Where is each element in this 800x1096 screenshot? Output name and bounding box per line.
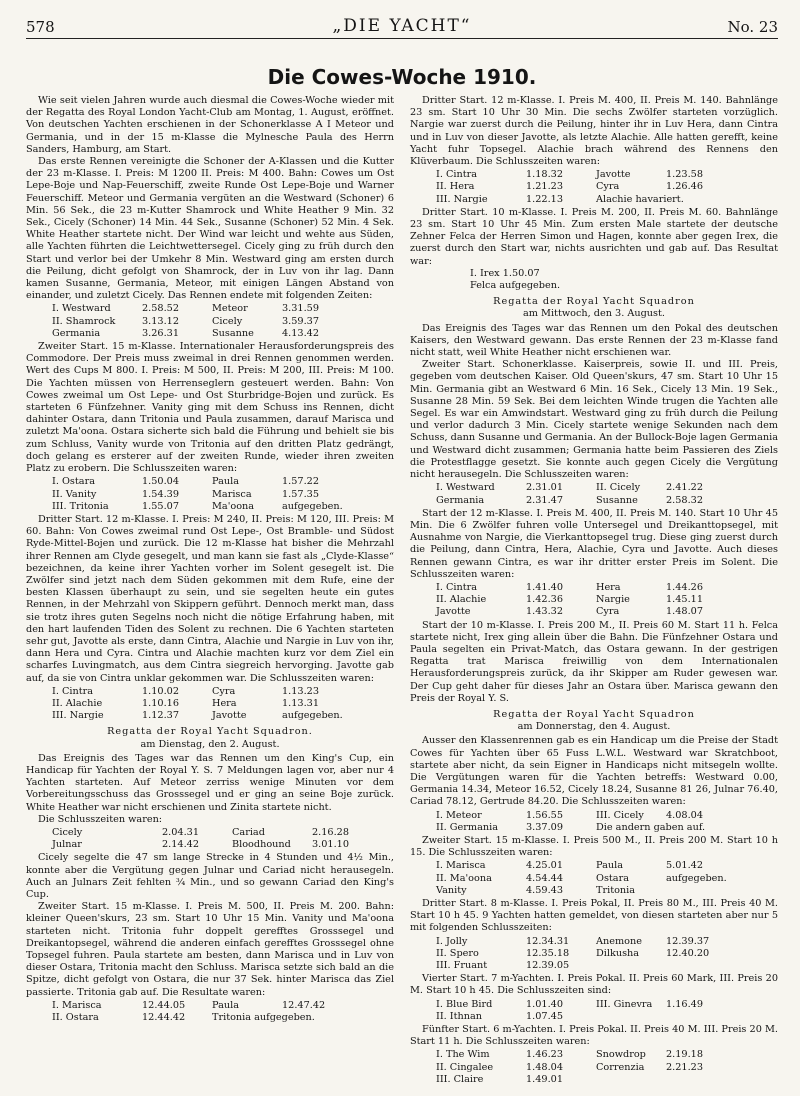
table-cell: Alachie havariert. xyxy=(596,193,684,205)
table-cell: III. Ginevra xyxy=(596,998,653,1010)
table-cell: II. Vanity xyxy=(52,488,97,500)
table-cell: III. Cicely xyxy=(596,809,644,821)
table-cell: Paula xyxy=(212,999,239,1011)
table-cell: I. Ostara xyxy=(52,476,95,488)
table-cell: 1.44.26 xyxy=(666,581,703,593)
table-cell: 3.01.10 xyxy=(312,839,349,851)
table-cell xyxy=(282,1012,342,1024)
table-cell: 1.55.07 xyxy=(142,500,179,512)
table-cell: Javotte xyxy=(596,169,631,181)
table-cell: 4.54.44 xyxy=(526,872,563,884)
paragraph: Vierter Start. 7 m-Yachten. I. Preis Pokal. II. Preis 60 Mark, III. Preis 20 M. Start 10 h 45. Die Schlusszeiten sind: xyxy=(410,973,778,997)
table-cell: III. Nargie xyxy=(52,710,104,722)
table-cell: Meteor xyxy=(212,303,248,315)
table-cell: Julnar xyxy=(52,839,82,851)
table-cell: II. Alachie xyxy=(52,697,103,709)
table-cell: 1.10.02 xyxy=(142,685,179,697)
table-cell: 3.13.12 xyxy=(142,315,179,327)
table-cell: Cicely xyxy=(52,826,83,838)
table-cell: 1.23.58 xyxy=(666,169,703,181)
table-cell: 1.13.23 xyxy=(282,685,319,697)
article-title: Die Cowes-Woche 1910. xyxy=(267,65,537,89)
left-column xyxy=(26,95,394,1087)
table-cell: 2.21.23 xyxy=(666,1061,703,1073)
table-cell: Nargie xyxy=(596,594,630,606)
result-line: Felca aufgegeben. xyxy=(470,280,561,292)
paragraph: Die Schlusszeiten waren: xyxy=(38,813,163,825)
paragraph: Dritter Start. 12 m-Klasse. I. Preis M. 400, II. Preis M. 140. Bahnlänge 23 sm. Start 10 Uhr 30 Min. Die sechs Zwölfer starteten vorzüglich. Nargie war zuerst durch die Peilung, hinter ihr in Luv Hera, dann Cintra und in Luv von dieser Javotte, als letzte Alachie. Alle hatten gerefft, keine Yacht fuhr Topsegel. Alachie brach während des Rennens den Klüverbaum. Die Schlusszeiten waren: xyxy=(410,95,778,168)
results-table xyxy=(52,1000,394,1024)
table-cell: 1.57.35 xyxy=(282,488,319,500)
section-heading: Regatta der Royal Yacht Squadron. xyxy=(107,726,313,738)
results-table xyxy=(436,999,778,1023)
section-date: am Mittwoch, den 3. August. xyxy=(523,308,665,320)
table-cell: Dilkusha xyxy=(596,947,640,959)
table-cell: I. Marisca xyxy=(52,999,102,1011)
table-cell: II. Cingalee xyxy=(436,1061,494,1073)
paragraph: Das Ereignis des Tages war das Rennen um den King's Cup, ein Handicap für Yachten der Royal Y. S. 7 Meldungen lagen vor, aber nur 4 Yachten starteten. Auf Meteor zerriss wenige Minuten vor dem Vorbereitungsschuss das Grosssegel und er ging an seine Boje zurück. White Heather war nicht erschienen und Zinita startete nicht. xyxy=(26,752,394,813)
table-cell: Susanne xyxy=(212,327,254,339)
table-cell: Germania xyxy=(436,494,485,506)
table-cell: II. Ostara xyxy=(52,1012,99,1024)
table-cell: II. Cicely xyxy=(596,482,641,494)
table-cell: Vanity xyxy=(436,884,467,896)
section-heading: Regatta der Royal Yacht Squadron xyxy=(493,708,695,720)
results-table xyxy=(436,482,778,506)
page-header xyxy=(26,12,778,39)
table-cell: 1.16.49 xyxy=(666,998,703,1010)
table-cell: 2.19.18 xyxy=(666,1049,703,1061)
table-cell: aufgegeben. xyxy=(282,500,343,512)
table-cell: III. Claire xyxy=(436,1073,484,1085)
table-cell: 12.44.05 xyxy=(142,999,186,1011)
table-cell: 3.31.59 xyxy=(282,303,319,315)
table-cell: Cyra xyxy=(212,685,236,697)
table-cell: 1.42.36 xyxy=(526,594,563,606)
results-table xyxy=(436,169,778,206)
table-cell: aufgegeben. xyxy=(282,710,343,722)
table-cell: I. Blue Bird xyxy=(436,998,493,1010)
paragraph: Cicely segelte die 47 sm lange Strecke in 4 Stunden und 4½ Min., konnte aber die Vergütung gegen Julnar und Cariad nicht herausegeln. Auch an Julnars Zeit fehlten ¾ Min., und so gewann Cariad den King's Cup. xyxy=(26,852,394,900)
table-cell: I. Meteor xyxy=(436,809,482,821)
table-cell: II. Hera xyxy=(436,181,475,193)
table-cell: 1.48.04 xyxy=(526,1061,563,1073)
table-cell: Anemone xyxy=(596,935,642,947)
table-cell: 4.13.42 xyxy=(282,327,319,339)
table-cell: I. The Wim xyxy=(436,1049,490,1061)
table-cell: Tritonia aufgegeben. xyxy=(212,1012,315,1024)
table-cell: 3.59.37 xyxy=(282,315,319,327)
page-number: 578 xyxy=(26,18,55,36)
table-cell xyxy=(666,194,726,206)
table-cell: II. Ithnan xyxy=(436,1010,483,1022)
paragraph: Ausser den Klassenrennen gab es ein Handicap um die Preise der Stadt Cowes für Yachten über 65 Fuss L.W.L. Westward war Skratchboot, startete aber nicht, da sein Eigner in Handicaps nicht mitsegeln wollte. Die Vergütungen waren für die Yachten betreffs: Westward 0.00, Germania 14.34, Meteor 16.52, Cicely 18.24, Susanne 81 26, Julnar 76.40, Cariad 78.12, Gertrude 84.20. Die Schlusszeiten waren: xyxy=(410,735,778,808)
table-cell: 1.56.55 xyxy=(526,809,563,821)
table-cell: III. Tritonia xyxy=(52,500,109,512)
table-cell xyxy=(666,960,726,972)
table-cell: Die andern gaben auf. xyxy=(596,821,706,833)
table-cell: 2.04.31 xyxy=(162,826,199,838)
table-cell: Tritonia xyxy=(596,884,636,896)
table-cell: 1.13.31 xyxy=(282,697,319,709)
table-cell: Marisca xyxy=(212,488,252,500)
table-cell: Cyra xyxy=(596,606,620,618)
results-table xyxy=(436,1049,778,1086)
table-cell: 1.18.32 xyxy=(526,169,563,181)
table-cell: 12.35.18 xyxy=(526,947,570,959)
table-cell: 1.57.22 xyxy=(282,476,319,488)
right-column xyxy=(410,95,778,1087)
table-cell: 12.39.05 xyxy=(526,960,570,972)
table-cell: 1.26.46 xyxy=(666,181,703,193)
table-cell: III. Nargie xyxy=(436,193,488,205)
table-cell: 1.12.37 xyxy=(142,710,179,722)
table-cell: 1.49.01 xyxy=(526,1073,563,1085)
paragraph: Wie seit vielen Jahren wurde auch diesmal die Cowes-Woche wieder mit der Regatta des Royal London Yacht-Club am Montag, 1. August, eröffnet. Von deutschen Yachten erschienen in der Schonerklasse A I Meteor und Germania, und in der 15 m-Klasse die Mylnesche Paula des Herrn Sanders, Hamburg, am Start. xyxy=(26,95,394,155)
table-cell: 12.44.42 xyxy=(142,1012,186,1024)
table-cell: I. Cintra xyxy=(436,169,478,181)
table-cell: 1.10.16 xyxy=(142,697,179,709)
table-cell: 1.50.04 xyxy=(142,476,179,488)
table-cell: Correnzia xyxy=(596,1061,645,1073)
table-cell: 2.31.47 xyxy=(526,494,563,506)
table-cell: Bloodhound xyxy=(232,839,291,851)
table-cell: 4.25.01 xyxy=(526,860,563,872)
results-table xyxy=(52,686,394,723)
table-cell: Germania xyxy=(52,327,101,339)
table-cell: 12.40.20 xyxy=(666,947,710,959)
table-cell: 1.01.40 xyxy=(526,998,563,1010)
results-table xyxy=(52,827,394,851)
table-cell: II. Shamrock xyxy=(52,315,116,327)
table-cell: I. Westward xyxy=(436,482,495,494)
table-cell: Javotte xyxy=(436,606,471,618)
table-cell: 12.47.42 xyxy=(282,999,326,1011)
table-cell: 2.16.28 xyxy=(312,826,349,838)
table-cell: Paula xyxy=(596,860,623,872)
table-cell: II. Alachie xyxy=(436,594,487,606)
results-table xyxy=(436,936,778,973)
paragraph: Start der 10 m-Klasse. I. Preis 200 M., II. Preis 60 M. Start 11 h. Felca startete nicht, Irex ging allein über die Bahn. Die Fünfzehner Ostara und Paula segelten ein Privat-Match, das Ostara gewann. In der gestrigen Regatta trat Marisca freiwillig von dem Internationalen Herausforderungspreis zurück, da ihr Skipper am Ruder gewesen war. Der Cup geht daher für dieses Jahr an Ostara über. Marisca gewann den Preis der Royal Y. S. xyxy=(410,619,778,704)
table-cell: II. Germania xyxy=(436,821,498,833)
table-cell xyxy=(596,1011,666,1023)
section-date: am Dienstag, den 2. August. xyxy=(140,738,280,750)
result-line: I. Irex 1.50.07 xyxy=(470,267,540,279)
table-cell: 5.01.42 xyxy=(666,860,703,872)
paragraph: Start der 12 m-Klasse. I. Preis M. 400, II. Preis M. 140. Start 10 Uhr 45 Min. Die 6 Zwölfer fuhren volle Untersegel und Dreikanttopsegel, mit Ausnahme von Nargie, die Vierkanttopsegel trug. Diese ging zuerst durch die Peilung, dann Cintra, Hera, Alachie, Cyra und Javotte. Auch dieses Rennen gewann Cintra, es war ihr dritter erster Preis im Solent. Die Schlusszeiten waren: xyxy=(410,507,778,580)
table-cell: Javotte xyxy=(212,710,247,722)
table-cell: 1.21.23 xyxy=(526,181,563,193)
issue-number: No. 23 xyxy=(727,18,778,36)
paragraph: Fünfter Start. 6 m-Yachten. I. Preis Pokal. II. Preis 40 M. III. Preis 20 M. Start 11 h. Die Schlusszeiten waren: xyxy=(410,1024,778,1048)
paragraph: Dritter Start. 12 m-Klasse. I. Preis: M 240, II. Preis: M 120, III. Preis: M 60. Bahn: Von Cowes zweimal rund Ost Lepe-, Ost Bramble- und Südost Ryde-Mittel-Bojen und zurück. Die 12 m-Klasse hat bisher die Mehrzahl ihrer Rennen am Clyde gesegelt, und man kann sie fast als „Clyde-Klasse“ bezeichnen, da keine ihrer Yachten vorher im Solent gesegelt ist. Die Zwölfer sind jetzt nach dem Süden gekommen mit dem Rufe, eine der besten Klassen überhaupt zu sein, und sie segelten heute ein gutes Rennen, in der Mehrzahl von Skippern geführt. Dennoch merkt man, dass sie trotz ihres guten Segelns noch nicht die nötige Erfahrung haben, mit den hart laufenden Tiden des Solent zu rechnen. Die 6 Yachten starteten sehr gut, Javotte als erste, dann Cintra, Alachie und Nargie in Luv von ihr, dann Hera und Cyra. Cintra und Alachie machten kurz vor dem Ziel ein scharfes Luvingmatch, aus dem Cintra siegreich hervorging. Javotte gab auf, da sie von Cintra unklar gekommen war. Die Schlusszeiten waren: xyxy=(26,513,394,684)
results-table xyxy=(52,303,394,340)
paragraph: Das Ereignis des Tages war das Rennen um den Pokal des deutschen Kaisers, den Westward gewann. Das erste Rennen der 23 m-Klasse fand nicht statt, weil White Heather nicht erschienen war. xyxy=(410,322,778,359)
table-cell: Hera xyxy=(596,581,621,593)
table-cell: 1.43.32 xyxy=(526,606,563,618)
table-cell: Ostara xyxy=(596,872,629,884)
table-cell: 1.45.11 xyxy=(666,594,703,606)
table-cell: 2.41.22 xyxy=(666,482,703,494)
table-cell xyxy=(666,885,726,897)
table-cell: Hera xyxy=(212,697,237,709)
table-cell: 4.08.04 xyxy=(666,809,703,821)
results-table xyxy=(436,582,778,619)
paragraph: Zweiter Start. 15 m-Klasse. I. Preis 500 M., II. Preis 200 M. Start 10 h 15. Die Schlusszeiten waren: xyxy=(410,834,778,859)
table-cell xyxy=(666,1074,726,1086)
magazine-title: „DIE YACHT“ xyxy=(332,16,472,36)
table-cell: Snowdrop xyxy=(596,1049,646,1061)
table-cell: 1.22.13 xyxy=(526,193,563,205)
table-cell: 2.31.01 xyxy=(526,482,563,494)
table-cell: aufgegeben. xyxy=(666,872,727,884)
results-table xyxy=(436,810,778,834)
paragraph: Zweiter Start. Schonerklasse. Kaiserpreis, sowie II. und III. Preis, gegeben vom deutschen Kaiser. Old Queen'skurs, 47 sm. Start 10 Uhr 15 Min. Germania gibt an Westward 6 Min. 16 Sek., Cicely 13 Min. 19 Sek., Susanne 28 Min. 59 Sek. Bei dem leichten Winde trugen die Yachten alle Segel. Es war ein Amwindstart. Westward ging zu früh durch die Peilung und verlor dadurch 3 Min. Cicely startete wenige Sekunden nach dem Schuss, dann Susanne und Germania. An der Bullock-Boje lagen Germania und Westward dicht zusammen; Germania hatte beim Passieren des Ziels die Protestflagge gesetzt. Sie konnte auch gegen Cicely die Vergütung nicht herausegeln. Die Schlusszeiten waren: xyxy=(410,359,779,481)
paragraph: Zweiter Start. 15 m-Klasse. Internationaler Herausforderungspreis des Commodore. Der Preis muss zweimal in drei Rennen genommen werden. Wert des Cups M 800. I. Preis: M 500, II. Preis: M 200, III. Preis: M 100. Die Yachten müssen von Herrenseglern gesteuert werden. Bahn: Von Cowes zweimal um Ost Lepe- und Ost Sturbridge-Bojen und zurück. Es starteten 6 Fünfzehner. Vanity ging mit dem Schuss ins Rennen, dicht dahinter Ostara, dann Tritonia und Paula zusammen, darauf Marisca und zuletzt Ma'oona. Ostara sicherte sich bald die Führung und behielt sie bis zum Schluss, Vanity wurde von Tritonia auf den dritten Platz gedrängt, doch gelang es ersterer auf der zweiten Runde, wieder ihren zweiten Platz zu erobern. Die Schlusszeiten waren: xyxy=(26,341,394,475)
paragraph: Das erste Rennen vereinigte die Schoner der A-Klassen und die Kutter der 23 m-Klasse. I. Preis: M 1200 II. Preis: M 400. Bahn: Cowes um Ost Lepe-Boje und Nap-Feuerschiff, zweite Runde Ost Lepe-Boje und Warner Feuerschiff. Meteor und Germania vergüten an die Westward (Schoner) 6 Min. 56 Sek., die 23 m-Kutter Shamrock und White Heather 9 Min. 32 Sek., Cicely (Schoner) 14 Min. 44 Sek., Susanne (Schoner) 52 Min. 4 Sek. White Heather startete nicht. Der Wind war leicht und wehte aus Süden, alle Yachten führten die Leichtwettersegel. Cicely ging zu früh durch den Start und verlor bei der Umkehr 8 Min. Westward ging am ersten durch die Peilung, dicht gefolgt von Shamrock, der in Luv von ihr lag. Dann kamen Susanne, Germania, Meteor, mit einigen Längen Abstand von einander, und zuletzt Cicely. Das Rennen endete mit folgenden Zeiten: xyxy=(26,156,394,302)
table-cell: 1.07.45 xyxy=(526,1010,563,1022)
table-cell: Paula xyxy=(212,476,239,488)
table-cell: Ma'oona xyxy=(212,500,255,512)
table-cell: II. Ma'oona xyxy=(436,872,492,884)
article-body xyxy=(26,95,778,1087)
table-cell xyxy=(596,1074,666,1086)
table-cell: 4.59.43 xyxy=(526,884,563,896)
table-cell: 1.48.07 xyxy=(666,606,703,618)
table-cell: I. Jolly xyxy=(436,935,468,947)
table-cell: I. Cintra xyxy=(52,685,94,697)
table-cell: I. Westward xyxy=(52,303,111,315)
table-cell: 3.26.31 xyxy=(142,327,179,339)
table-cell: 2.58.32 xyxy=(666,494,703,506)
paragraph: Dritter Start. 10 m-Klasse. I. Preis M. 200, II. Preis M. 60. Bahnlänge 23 sm. Start 10 Uhr 45 Min. Zum ersten Male startete der deutsche Zehner Felca der Herren Simon und Hagen, konnte aber gegen Irex, die zuerst durch den Start war, nichts ausrichten und gab auf. Das Resultat war: xyxy=(410,206,778,267)
table-cell: II. Spero xyxy=(436,947,479,959)
table-cell: I. Marisca xyxy=(436,860,486,872)
results-table xyxy=(52,476,394,513)
section-date: am Donnerstag, den 4. August. xyxy=(517,721,671,733)
table-cell: Cyra xyxy=(596,181,620,193)
table-cell: III. Fruant xyxy=(436,960,488,972)
table-cell: 12.34.31 xyxy=(526,935,570,947)
table-cell: I. Cintra xyxy=(436,581,478,593)
paragraph: Zweiter Start. 15 m-Klasse. I. Preis M. 500, II. Preis M. 200. Bahn: kleiner Queen'skurs, 23 sm. Start 10 Uhr 15 Min. Vanity und Ma'oona starteten nicht. Tritonia fuhr doppelt gerefftes Grosssegel und Dreikantopsegel, während die anderen einfach gerefftes Grosssegel ohne Topsegel fuhren. Paula startete am besten, dann Marisca und in Luv von dieser Ostara, Tritonia macht den Schluss. Marisca setzte sich bald an die Spitze, dicht gefolgt von Ostara, die nur 37 Sek. hinter Marisca das Ziel passierte. Tritonia gab auf. Die Resultate waren: xyxy=(26,901,394,998)
paragraph: Dritter Start. 8 m-Klasse. I. Preis Pokal, II. Preis 80 M., III. Preis 40 M. Start 10 h 45. 9 Yachten hatten gemeldet, von diesen starteten aber nur 5 mit folgenden Schlusszeiten: xyxy=(410,898,778,934)
table-cell: 2.58.52 xyxy=(142,303,179,315)
table-cell: Cariad xyxy=(232,826,265,838)
results-table xyxy=(436,860,778,897)
table-cell: Susanne xyxy=(596,494,638,506)
table-cell: 1.54.39 xyxy=(142,488,179,500)
table-cell xyxy=(666,1011,726,1023)
table-cell: 1.41.40 xyxy=(526,581,563,593)
table-cell: 2.14.42 xyxy=(162,839,199,851)
table-cell xyxy=(666,822,726,834)
section-heading: Regatta der Royal Yacht Squadron xyxy=(493,296,695,308)
table-cell: 3.37.09 xyxy=(526,821,563,833)
table-cell: 12.39.37 xyxy=(666,935,710,947)
table-cell: Cicely xyxy=(212,315,243,327)
table-cell xyxy=(596,960,666,972)
table-cell: 1.46.23 xyxy=(526,1049,563,1061)
